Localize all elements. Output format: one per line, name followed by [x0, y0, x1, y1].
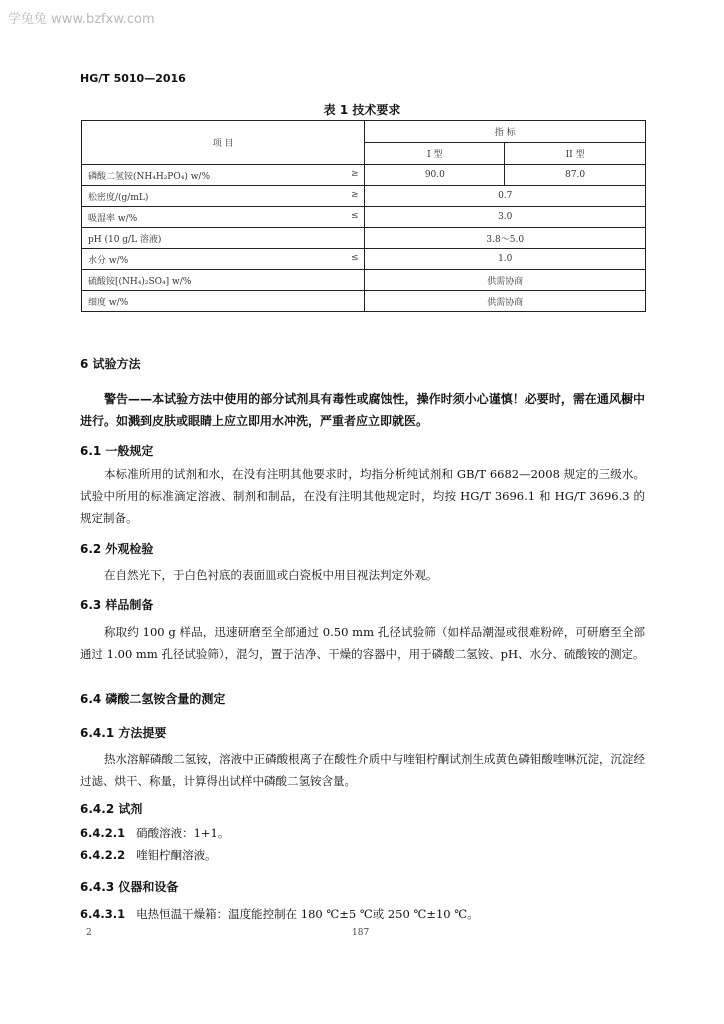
row-name: 磷酸二氢铵(NH₄H₂PO₄) w/%	[88, 171, 211, 182]
table-title: 表 1 技术要求	[323, 103, 401, 117]
item-text: 硝酸溶液：1+1。	[136, 826, 230, 840]
item-column-header: 项 目	[82, 121, 365, 165]
type2-value: 87.0	[505, 165, 646, 186]
row-name: 松密度/(g/mL)	[88, 192, 149, 203]
row-name: pH (10 g/L 溶液)	[88, 234, 162, 245]
row-value: 供需协商	[365, 270, 646, 291]
row-name: 细度 w/%	[88, 297, 129, 308]
item-text: 喹钼柠酮溶液。	[136, 848, 217, 862]
item-number: 6.4.3.1	[80, 907, 126, 921]
item-text: 电热恒温干燥箱：温度能控制在 180 ℃±5 ℃或 250 ℃±10 ℃。	[136, 907, 479, 921]
section-6-3-paragraph: 称取约 100 g 样品，迅速研磨至全部通过 0.50 mm 孔径试验筛（如样品潮湿或很难粉碎，可研磨至全部通过 1.00 mm 孔径试验筛），混匀，置于洁净、干燥的容器中，用于磷酸二氢铵、pH、水分、硫酸铵的测定。	[80, 625, 645, 661]
technical-requirements-table	[81, 120, 646, 312]
page-number-left: 2	[86, 928, 92, 938]
row-value: 3.0	[365, 207, 646, 228]
section-6-1-paragraph: 本标准所用的试剂和水，在没有注明其他要求时，均指分析纯试剂和 GB/T 6682—2008 规定的三级水。试验中所用的标准滴定溶液、制剂和制品，在没有注明其他规定时，均按 HG/T 3696.1 和 HG/T 3696.3 的规定制备。	[80, 467, 645, 525]
row-name: 硫酸铵[(NH₄)₂SO₄] w/%	[88, 276, 192, 287]
list-item	[80, 825, 229, 841]
row-value: 3.8～5.0	[365, 228, 646, 249]
row-value: 1.0	[365, 249, 646, 270]
row-value: 供需协商	[365, 291, 646, 312]
section-6-4-1-paragraph: 热水溶解磷酸二氢铵，溶液中正磷酸根离子在酸性介质中与喹钼柠酮试剂生成黄色磷钼酸喹啉沉淀，沉淀经过滤、烘干、称量，计算得出试样中磷酸二氢铵含量。	[80, 752, 645, 788]
type1-value: 90.0	[365, 165, 505, 186]
row-value: 0.7	[365, 186, 646, 207]
item-number: 6.4.2.2	[80, 848, 126, 862]
index-column-header: 指 标	[365, 121, 646, 143]
section-6-4-3-heading: 6.4.3 仪器和设备	[80, 880, 179, 894]
row-grade: ≤	[350, 252, 359, 263]
type2-header: II 型	[505, 143, 646, 165]
section-6-1-heading: 6.1 一般规定	[80, 444, 154, 458]
row-grade: ≥	[350, 189, 359, 200]
warning-paragraph: 警告——本试验方法中使用的部分试剂具有毒性或腐蚀性，操作时须小心谨慎！必要时，需在通风橱中进行。如溅到皮肤或眼睛上应立即用水冲洗，严重者应立即就医。	[80, 392, 645, 428]
section-6-2-paragraph: 在自然光下，于白色衬底的表面皿或白瓷板中用目视法判定外观。	[104, 568, 438, 582]
section-6-4-heading: 6.4 磷酸二氢铵含量的测定	[80, 692, 226, 706]
type1-header: I 型	[365, 143, 505, 165]
watermark: 学兔兔 www.bzfxw.com	[8, 12, 155, 27]
table-row	[82, 291, 646, 312]
page-number-center: 187	[352, 928, 370, 938]
table-row	[82, 249, 646, 270]
row-grade: ≤	[350, 210, 359, 221]
table-row	[82, 186, 646, 207]
row-name: 水分 w/%	[88, 255, 129, 266]
section-6-4-2-heading: 6.4.2 试剂	[80, 802, 143, 816]
section-6-4-1-heading: 6.4.1 方法提要	[80, 726, 167, 740]
item-number: 6.4.2.1	[80, 826, 126, 840]
section-6-heading: 6 试验方法	[80, 357, 141, 371]
list-item	[80, 906, 479, 922]
standard-code-header: HG/T 5010—2016	[80, 72, 186, 85]
table-row	[82, 228, 646, 249]
row-grade: ≥	[350, 168, 359, 179]
section-6-2-heading: 6.2 外观检验	[80, 542, 154, 556]
list-item	[80, 847, 217, 863]
table-row	[82, 165, 646, 186]
row-name: 吸湿率 w/%	[88, 213, 138, 224]
table-row	[82, 207, 646, 228]
table-row	[82, 270, 646, 291]
section-6-3-heading: 6.3 样品制备	[80, 598, 154, 612]
